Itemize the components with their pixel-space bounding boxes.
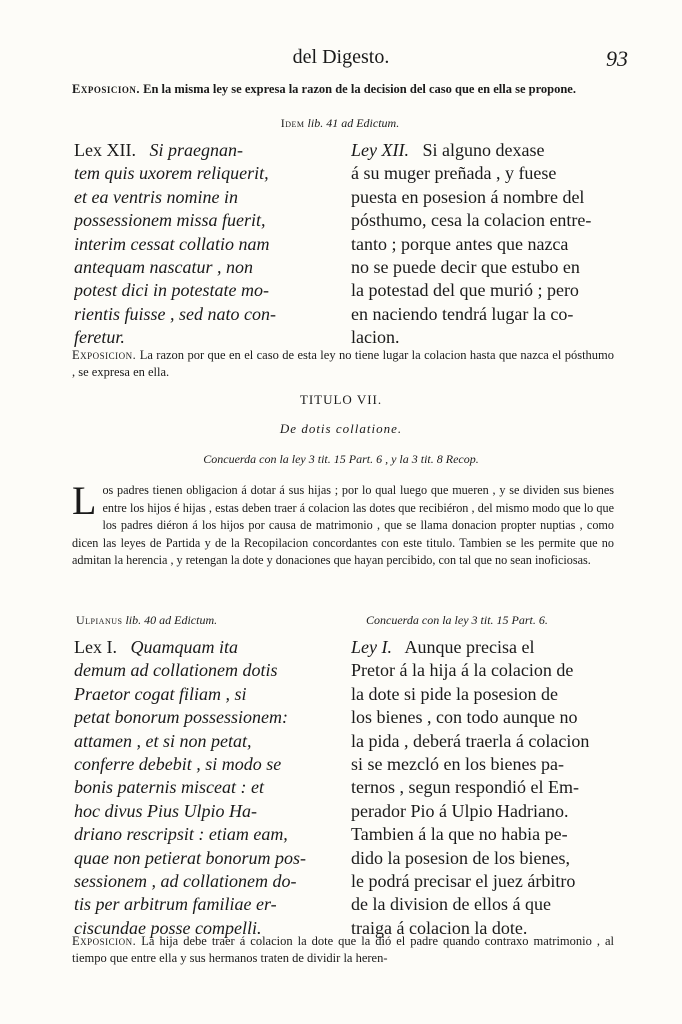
exposition-1 [72, 81, 614, 98]
lex12-latin-line: et ea ventris nomine in [74, 186, 238, 207]
ley1-spanish-line: dido la posesion de los bienes, [351, 847, 570, 868]
ley1-spanish-line: ternos , segun respondió el Em- [351, 777, 579, 798]
ley12-spanish-line: tanto ; porque antes que nazca [351, 233, 569, 254]
exposition-2 [72, 347, 614, 381]
ley12-spanish-line: no se puede decir que estubo en [351, 256, 580, 277]
exposition-text: En la misma ley se expresa la razon de la decision del caso que en ella se propone. [143, 82, 576, 96]
ley1-spanish-line: le podrá precisar el juez árbitro [351, 870, 576, 891]
ley12-spanish-line-1: Ley XII. Si alguno dexase [351, 140, 545, 160]
lex12-latin-line-1: Lex XII. Si praegnan- [74, 140, 243, 160]
title-introduction [72, 478, 614, 570]
exposition-label: Exposicion. [72, 934, 137, 948]
running-header-title: del Digesto. [292, 46, 390, 68]
ley12-lead: Ley XII. [351, 140, 409, 160]
ley12-spanish [351, 139, 613, 350]
title-subtitle: De dotis collatione. [279, 421, 403, 436]
ley12-spanish-line: en naciendo tendrá lugar la co- [351, 303, 574, 324]
ley1-spanish-line: si se mezcló en los bienes pa- [351, 753, 564, 774]
title-heading: TITULO VII. [299, 392, 383, 407]
lex1-lead: Lex I. [74, 637, 117, 657]
lex1-latin-line: attamen , et si non petat, [74, 730, 252, 751]
exposition-3 [72, 933, 614, 967]
drop-cap: L [72, 478, 97, 523]
source-author: Idem [280, 116, 305, 130]
ley1-spanish-line: los bienes , con todo aunque no [351, 707, 578, 728]
source-line-2-right: Concuerda con la ley 3 tit. 15 Part. 6. [366, 613, 548, 627]
ley12-spanish-line: la potestad del que murió ; pero [351, 280, 579, 301]
ley1-spanish-line-1: Ley I. Aunque precisa el [351, 637, 535, 657]
lex12-latin-line: potest dici in potestate mo- [74, 280, 269, 301]
lex1-latin-line: sessionem , ad collationem do- [74, 870, 297, 891]
title-concordance: Concuerda con la ley 3 tit. 15 Part. 6 , y la 3 tit. 8 Recop. [203, 452, 479, 466]
source-line-2-left [76, 613, 336, 628]
source-line-1 [250, 116, 430, 131]
lex1-latin-line: bonis paternis misceat : et [74, 777, 264, 798]
ley1-spanish-line: la pida , deberá traerla á colacion [351, 730, 590, 751]
lex12-lead: Lex XII. [74, 140, 136, 160]
ley1-spanish-line: Pretor á la hija á la colacion de [351, 660, 574, 681]
exposition-text: La hija debe traer á colacion la dote que la dió el padre quando contraxo matrimonio , al tiempo que entre ella y sus hermanos traten de dividir la heren- [72, 934, 615, 965]
lex12-latin-line: antequam nascatur , non [74, 256, 253, 277]
lex1-latin-line: conferre debebit , si modo se [74, 753, 282, 774]
lex12-latin-line: interim cessat collatio nam [74, 233, 270, 254]
lex12-latin-line: tem quis uxorem reliquerit, [74, 163, 269, 184]
lex12-latin-line: possessionem missa fuerit, [74, 210, 266, 231]
lex12-latin-line: feretur. [74, 327, 125, 348]
ley1-spanish-line: perador Pio á Ulpio Hadriano. [351, 800, 569, 821]
exposition-label: Exposicion. [72, 82, 140, 96]
ley1-lead: Ley I. [351, 637, 392, 657]
intro-text: os padres tienen obligacion á dotar á sus hijas ; por lo qual luego que mueren , y se dividen sus bienes entre los hijos é hijas , estas deben traer á colacion las dotes que recibiéron , del mismo modo que lo que los padres diéron á los hijos por causa de matrimonio , que se llama donacion propter nuptias , como dicen las leyes de Partida y de la Recopilacion concordantes con este titulo. Tambien se les permite que no admitan la herencia , y retengan la dote y donaciones que hayan percibido, con tal que no sean inoficiosas. [72, 483, 614, 568]
lex1-latin-line: ciscundae posse compelli. [74, 917, 262, 938]
ley1-spanish [351, 636, 613, 940]
ley1-spanish-line: Tambien á la que no habia pe- [351, 824, 568, 845]
ley12-spanish-line: á su muger preñada , y fuese [351, 163, 557, 184]
exposition-label: Exposicion. [72, 348, 137, 362]
ley12-spanish-line: pósthumo, cesa la colacion entre- [351, 210, 592, 231]
ley12-spanish-line: puesta en posesion á nombre del [351, 186, 585, 207]
page-number: 93 [606, 46, 628, 71]
lex1-latin-line: Praetor cogat filiam , si [74, 683, 247, 704]
lex1-latin-line: quae non petierat bonorum pos- [74, 847, 306, 868]
lex1-latin-line-1: Lex I. Quamquam ita [74, 637, 238, 657]
ley1-spanish-line: la dote si pide la posesion de [351, 683, 558, 704]
source-author: Ulpianus [76, 613, 123, 627]
lex1-latin-line: hoc divus Pius Ulpio Ha- [74, 800, 257, 821]
source-ref: lib. 41 ad Edictum. [307, 116, 400, 130]
ley12-spanish-line: lacion. [351, 327, 400, 348]
exposition-text: La razon por que en el caso de esta ley no tiene lugar la colacion hasta que nazca el pósthumo , se expresa en ella. [72, 348, 615, 379]
lex1-latin-line: demum ad collationem dotis [74, 660, 278, 681]
source-ref: lib. 40 ad Edictum. [125, 613, 218, 627]
lex12-latin-line: rientis fuisse , sed nato con- [74, 303, 276, 324]
lex1-latin-line: driano rescripsit : etiam eam, [74, 824, 288, 845]
lex1-latin [74, 636, 329, 940]
ley1-spanish-line: de la division de ellos á que [351, 894, 551, 915]
lex1-latin-line: petat bonorum possessionem: [74, 707, 288, 728]
lex1-latin-line: tis per arbitrum familiae er- [74, 894, 277, 915]
lex12-latin [74, 139, 329, 350]
ley1-spanish-line: traiga á colacion la dote. [351, 917, 528, 938]
